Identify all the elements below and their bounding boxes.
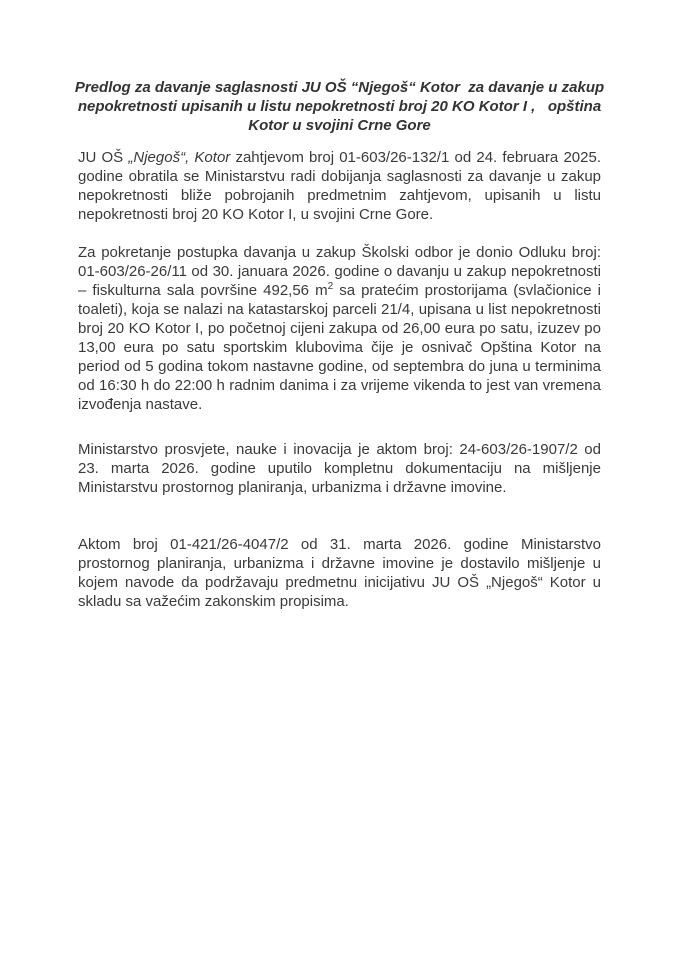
document-body [78, 148, 601, 611]
paragraph-request: JU OŠ „Njegoš“, Kotor zahtjevom broj 01-603/26-132/1 od 24. februara 2025. godine obratila se Ministarstvu radi dobijanja saglasnosti za davanje u zakup nepokretnosti bliže pobrojanih predmetnim zahtjevom, upisanih u listu nepokretnosti broj 20 KO Kotor I, u svojini Crne Gore. [78, 149, 601, 223]
paragraph-ministry-planning: Aktom broj 01-421/26-4047/2 od 31. marta 2026. godine Ministarstvo prostornog planiranja, urbanizma i državne imovine je dostavilo mišljenje u kojem navode da podržavaju predmetnu inicijativu JU OŠ „Njegoš“ Kotor u skladu sa važećim zakonskim propisima. [78, 536, 601, 610]
paragraph-decision: Za pokretanje postupka davanja u zakup Školski odbor je donio Odluku broj: 01-603/26-26/11 od 30. januara 2026. godine o davanju u zakup nepokretnosti – fiskulturna sala površine 492,56 $m^2$ sa pratećim prostorijama (svlačionice i toaleti), koja se nalazi na katastarskoj parceli 21/4, upisana u list nepokretnosti broj 20 KO Kotor I, po početnoj cijeni zakupa od 26,00 eura po satu, izuzev po 13,00 eura po satu sportskim klubovima čije je osnivač Opština Kotor na period od 5 godina tokom nastavne godine, od septembra do juna u terminima od 16:30 h do 22:00 h radnim danima i za vrijeme vikenda to jest van vremena izvođenja nastave. [78, 244, 601, 413]
paragraph-ministry-education: Ministarstvo prosvjete, nauke i inovacija je aktom broj: 24-603/26-1907/2 od 23. marta 2026. godine uputilo kompletnu dokumentaciju na mišljenje Ministarstvu prostornog planiranja, urbanizma i državne imovine. [78, 441, 601, 496]
document-title: Predlog za davanje saglasnosti JU OŠ “Njegoš“ Kotor za davanje u zakup nepokretnosti upisanih u listu nepokretnosti broj 20 KO Kotor I , opština Kotor u svojini Crne Gore [74, 79, 609, 134]
